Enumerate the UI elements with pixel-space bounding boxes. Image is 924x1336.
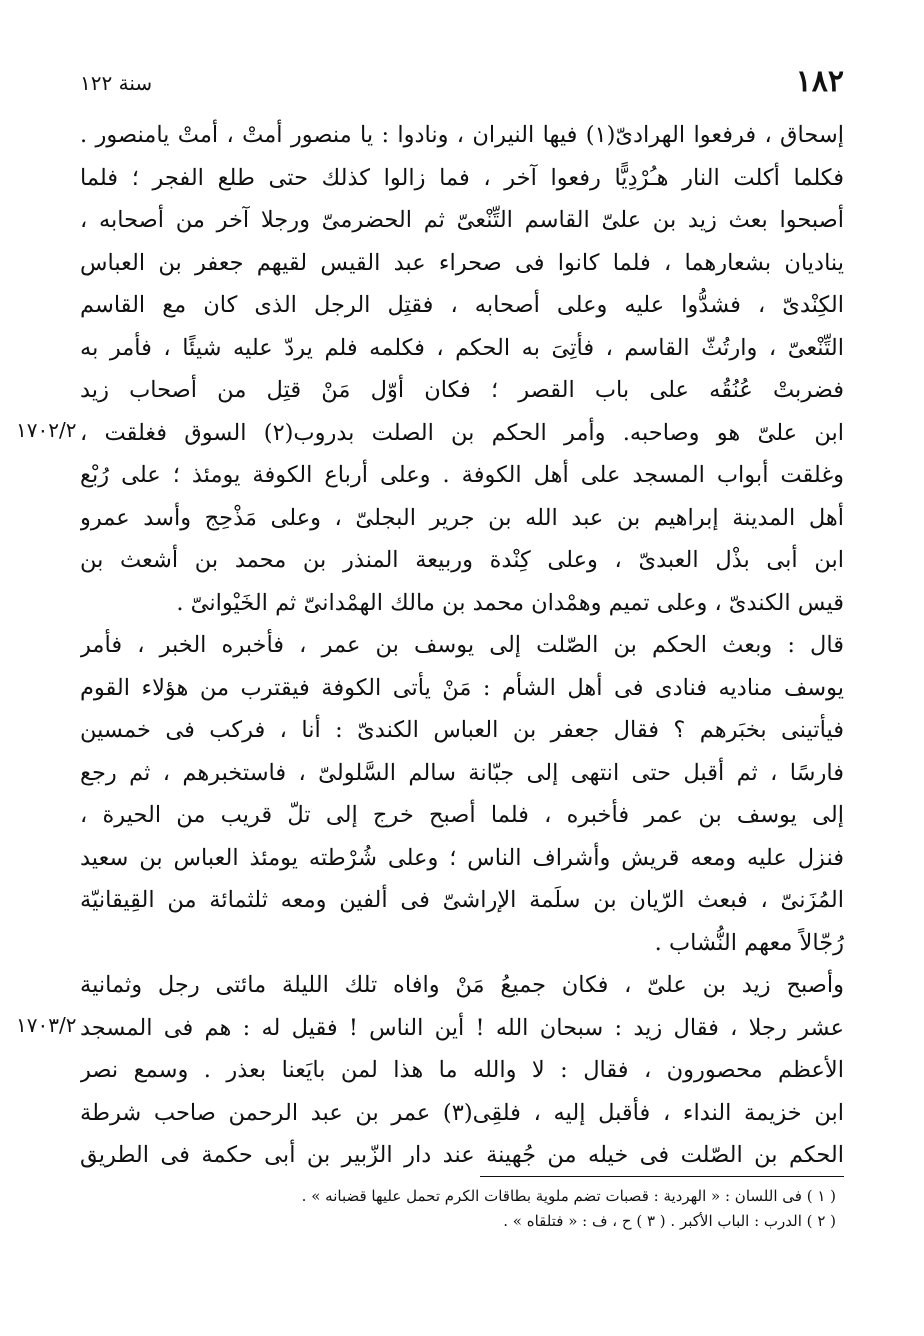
- text-line: وأصبح زيد بن علىّ ، فكان جميعُ مَنْ وافاه تلك الليلة مائتى رجل وثمانية: [80, 972, 844, 998]
- text-line: فيأتينى بخبَرهم ؟ فقال جعفر بن العباس الكندىّ : أنا ، فركب فى خمسين: [80, 717, 844, 743]
- running-head-year: سنة ١٢٢: [80, 71, 153, 95]
- text-line: عشر رجلا ، فقال زيد : سبحان الله ! أين الناس ! فقيل له : هم فى المسجد: [80, 1014, 844, 1041]
- text-line: وغلقت أبواب المسجد على أهل الكوفة . وعلى أرباع الكوفة يومئذ ؛ على رُبْع: [80, 462, 844, 488]
- footnote: ( ١ ) فى اللسان : « الهردية : قصبات تضم ملوية بطاقات الكرم تحمل عليها قضبانه » .: [301, 1187, 836, 1205]
- text-line: يوسف مناديه فنادى فى أهل الشأم : مَنْ يأتى الكوفة فيقترب من هؤلاء القوم: [80, 674, 844, 701]
- text-line: ابن خزيمة النداء ، فأقبل إليه ، فلقِى(٣) عمر بن عبد الرحمن صاحب شرطة: [80, 1099, 844, 1126]
- text-line: ابن علىّ هو وصاحبه. وأمر الحكم بن الصلت بدروب(٢) السوق فغلقت ،: [80, 419, 844, 446]
- footnote-separator: [480, 1176, 844, 1177]
- text-line: فكلما أكلت النار هـُرْدِيًّا رفعوا آخر ، فما زالوا كذلك حتى طلع الفجر ؛ فلما: [80, 164, 844, 191]
- text-line: يناديان بشعارهما ، فلما كانوا فى صحراء عبد القيس لقيهم جعفر بن العباس: [80, 249, 844, 276]
- page-header: [80, 62, 844, 102]
- text-line: الحكم بن الصّلت فى خيله من جُهينة عند دار الزّبير بن أبى حكمة فى الطريق: [80, 1142, 844, 1168]
- text-line: فنزل عليه ومعه قريش وأشراف الناس ؛ وعلى شُرْطته يومئذ العباس بن سعيد: [80, 844, 844, 871]
- text-line: إسحاق ، فرفعوا الهرادىّ(١) فيها النيران ، ونادوا : يا منصور أمتْ ، أمتْ يامنصور .: [80, 122, 844, 148]
- text-line: فارسًا ، ثم أقبل حتى انتهى إلى جبّانة سالم السَّلولىّ ، فاستخبرهم ، ثم رجع: [80, 759, 844, 786]
- text-line: الأعظم محصورون ، فقال : لا والله ما هذا لمن بايَعنا بعذر . وسمع نصر: [80, 1057, 844, 1083]
- text-line: أهل المدينة إبراهيم بن عبد الله بن جرير البجلىّ ، وعلى مَذْحِج وأسد عمرو: [80, 504, 844, 531]
- text-line: ابن أبى بذْل العبدىّ ، وعلى كِنْدة وربيعة المنذر بن محمد بن أشعث بن: [80, 547, 844, 573]
- text-line: التِّنْعىّ ، وارتُثّ القاسم ، فأتِىَ به الحكم ، فكلمه فلم يردّ عليه شيئًا ، فأمر به: [80, 334, 844, 361]
- main-text: [80, 114, 844, 1177]
- text-line: أصبحوا بعث زيد بن علىّ القاسم التِّنْعىّ ثم الحضرمىّ ورجلا آخر من أصحابه ،: [80, 207, 844, 233]
- footnote: ( ٢ ) الدرب : الباب الأكبر . ( ٣ ) ح ، ف : « فتلقاه » .: [503, 1212, 836, 1230]
- margin-reference: ١٧٠٢/٢: [16, 418, 77, 442]
- text-line: إلى يوسف بن عمر فأخبره ، فلما أصبح خرج إلى تلّ قريب من الحيرة ،: [80, 802, 844, 828]
- margin-reference: ١٧٠٣/٢: [16, 1013, 77, 1037]
- text-line: الكِنْدىّ ، فشدُّوا عليه وعلى أصحابه ، فقتِل الرجل الذى كان مع القاسم: [80, 292, 844, 318]
- text-line: فضربتْ عُنُقُه على باب القصر ؛ فكان أوّل مَنْ قتِل من أصحاب زيد: [80, 377, 844, 403]
- text-line: رُجّالاً معهم النُّشاب .: [654, 929, 844, 956]
- text-line: قيس الكندىّ ، وعلى تميم وهمْدان محمد بن مالك الهمْدانىّ ثم الخَيْوانىّ .: [176, 589, 844, 616]
- page-number: ١٨٢: [795, 64, 844, 99]
- text-line: المُزَنىّ ، فبعث الرّيان بن سلَمة الإراشىّ فى ألفين ومعه ثلثمائة من القِيقانيّة: [80, 887, 844, 913]
- footnotes: [80, 1184, 836, 1234]
- text-line: قال : وبعث الحكم بن الصّلت إلى يوسف بن عمر ، فأخبره الخبر ، فأمر: [80, 632, 844, 658]
